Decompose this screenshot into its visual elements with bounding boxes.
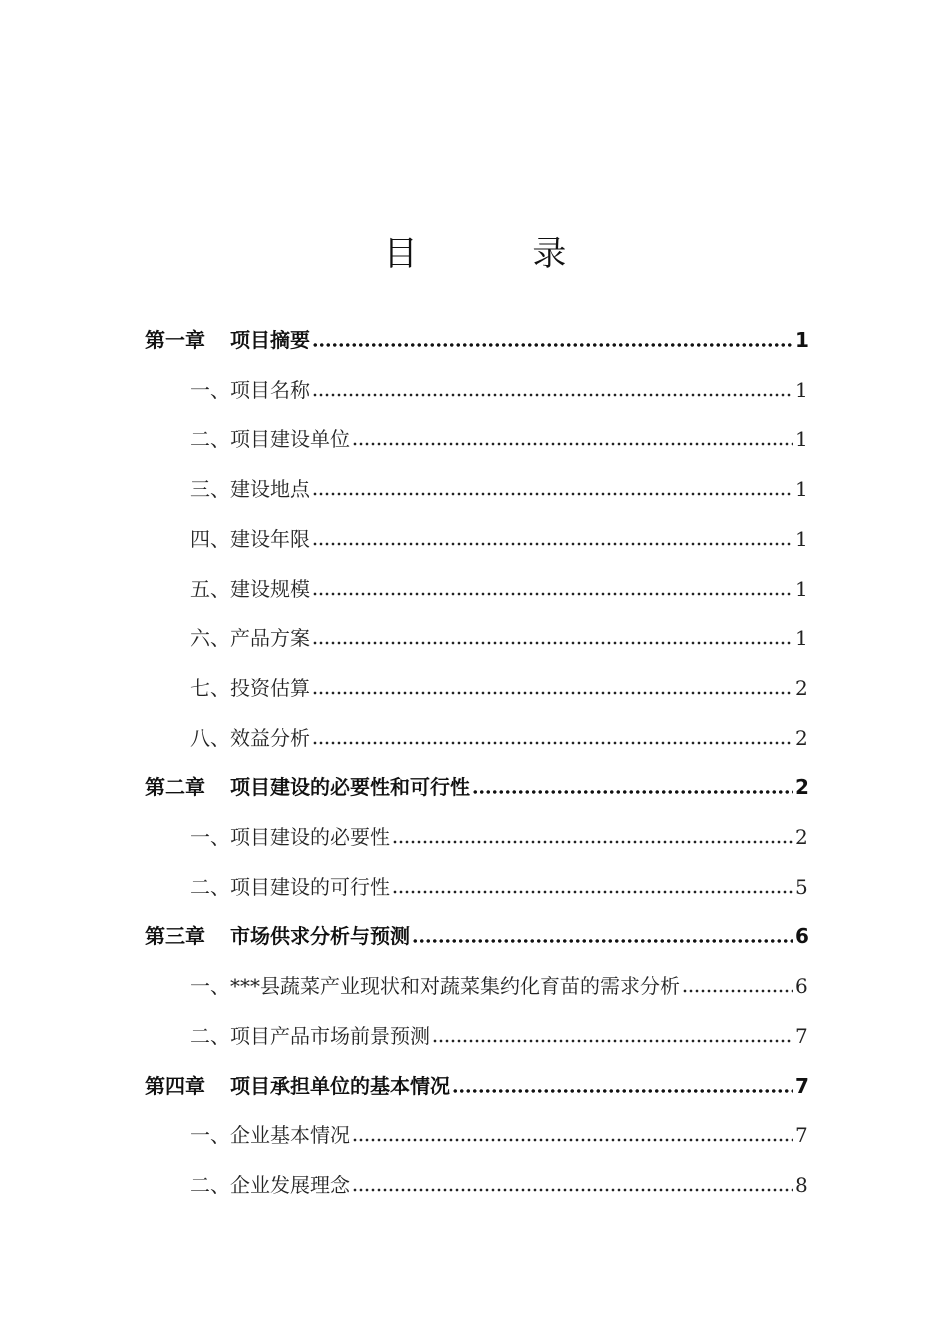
toc-entry[interactable] bbox=[190, 623, 807, 653]
toc-entry[interactable] bbox=[190, 673, 807, 703]
dot-leader bbox=[392, 890, 793, 894]
toc-label: 项目名称 bbox=[230, 378, 310, 402]
toc-page-number: 2 bbox=[795, 676, 808, 700]
toc-number: 二、 bbox=[190, 1173, 230, 1197]
toc-entry[interactable] bbox=[190, 1170, 807, 1200]
toc-page-number: 1 bbox=[795, 328, 809, 352]
toc-entry[interactable] bbox=[190, 375, 807, 405]
toc-number: 一、 bbox=[190, 825, 230, 849]
toc-entry[interactable] bbox=[145, 325, 807, 355]
toc-entry[interactable] bbox=[190, 1021, 807, 1051]
toc-page-number: 7 bbox=[795, 1074, 809, 1098]
toc-page-number: 1 bbox=[795, 577, 808, 601]
toc-label: 企业基本情况 bbox=[230, 1123, 350, 1147]
toc-label: 市场供求分析与预测 bbox=[230, 924, 410, 948]
dot-leader bbox=[312, 393, 793, 397]
toc-page-number: 8 bbox=[795, 1173, 808, 1197]
dot-leader bbox=[352, 442, 793, 446]
toc-label: 效益分析 bbox=[230, 726, 310, 750]
toc-label: 项目承担单位的基本情况 bbox=[230, 1074, 450, 1098]
toc-label: 企业发展理念 bbox=[230, 1173, 350, 1197]
dot-leader bbox=[312, 641, 793, 645]
toc-label: 项目建设的必要性 bbox=[230, 825, 390, 849]
dot-leader bbox=[312, 542, 793, 546]
dot-leader bbox=[472, 790, 793, 794]
toc-entry[interactable] bbox=[190, 872, 807, 902]
toc-entry[interactable] bbox=[190, 723, 807, 753]
toc-number: 一、 bbox=[190, 1123, 230, 1147]
dot-leader bbox=[312, 691, 793, 695]
toc-label: 项目建设的必要性和可行性 bbox=[230, 775, 470, 799]
toc-page-number: 1 bbox=[795, 427, 808, 451]
toc-page-number: 1 bbox=[795, 527, 808, 551]
toc-page-number: 1 bbox=[795, 477, 808, 501]
toc-label: 建设年限 bbox=[230, 527, 310, 551]
dot-leader bbox=[392, 840, 793, 844]
toc-page-number: 2 bbox=[795, 825, 808, 849]
toc-entry[interactable] bbox=[190, 524, 807, 554]
dot-leader bbox=[682, 989, 793, 993]
toc-label: 项目建设的可行性 bbox=[230, 875, 390, 899]
toc-number: 第三章 bbox=[145, 924, 205, 948]
toc-label: 投资估算 bbox=[230, 676, 310, 700]
toc-entry[interactable] bbox=[145, 921, 807, 951]
toc-page-number: 7 bbox=[795, 1024, 808, 1048]
toc-label: ***县蔬菜产业现状和对蔬菜集约化育苗的需求分析 bbox=[230, 974, 680, 998]
toc-number: 第二章 bbox=[145, 775, 205, 799]
toc-page-number: 7 bbox=[795, 1123, 808, 1147]
dot-leader bbox=[432, 1039, 793, 1043]
toc-page-number: 2 bbox=[795, 775, 809, 799]
toc-entry[interactable] bbox=[190, 822, 807, 852]
toc-label: 项目产品市场前景预测 bbox=[230, 1024, 430, 1048]
toc-number: 六、 bbox=[190, 626, 230, 650]
toc-number: 二、 bbox=[190, 427, 230, 451]
toc-number: 一、 bbox=[190, 974, 230, 998]
toc-page-number: 6 bbox=[795, 924, 809, 948]
toc-number: 二、 bbox=[190, 875, 230, 899]
toc-page-number: 2 bbox=[795, 726, 808, 750]
toc-entry[interactable] bbox=[190, 424, 807, 454]
toc-number: 四、 bbox=[190, 527, 230, 551]
toc-entry[interactable] bbox=[145, 772, 807, 802]
toc-number: 第四章 bbox=[145, 1074, 205, 1098]
toc-page-number: 1 bbox=[795, 378, 808, 402]
dot-leader bbox=[352, 1188, 793, 1192]
dot-leader bbox=[452, 1089, 793, 1093]
toc-label: 产品方案 bbox=[230, 626, 310, 650]
toc-number: 第一章 bbox=[145, 328, 205, 352]
toc-label: 项目建设单位 bbox=[230, 427, 350, 451]
toc-label: 建设规模 bbox=[230, 577, 310, 601]
toc-page-number: 6 bbox=[795, 974, 808, 998]
toc-entry[interactable] bbox=[190, 574, 807, 604]
toc-number: 一、 bbox=[190, 378, 230, 402]
toc-page-number: 5 bbox=[795, 875, 808, 899]
toc-number: 三、 bbox=[190, 477, 230, 501]
toc-label: 项目摘要 bbox=[230, 328, 310, 352]
toc-entry[interactable] bbox=[145, 1071, 807, 1101]
page-title: 目 录 bbox=[383, 234, 619, 274]
dot-leader bbox=[312, 741, 793, 745]
toc-number: 五、 bbox=[190, 577, 230, 601]
dot-leader bbox=[352, 1138, 793, 1142]
toc-entry[interactable] bbox=[190, 971, 807, 1001]
toc-number: 七、 bbox=[190, 676, 230, 700]
dot-leader bbox=[312, 592, 793, 596]
dot-leader bbox=[312, 492, 793, 496]
dot-leader bbox=[312, 343, 793, 347]
dot-leader bbox=[412, 939, 793, 943]
toc-page-number: 1 bbox=[795, 626, 808, 650]
toc-entry[interactable] bbox=[190, 474, 807, 504]
toc-number: 八、 bbox=[190, 726, 230, 750]
toc-entry[interactable] bbox=[190, 1120, 807, 1150]
toc-number: 二、 bbox=[190, 1024, 230, 1048]
toc-label: 建设地点 bbox=[230, 477, 310, 501]
